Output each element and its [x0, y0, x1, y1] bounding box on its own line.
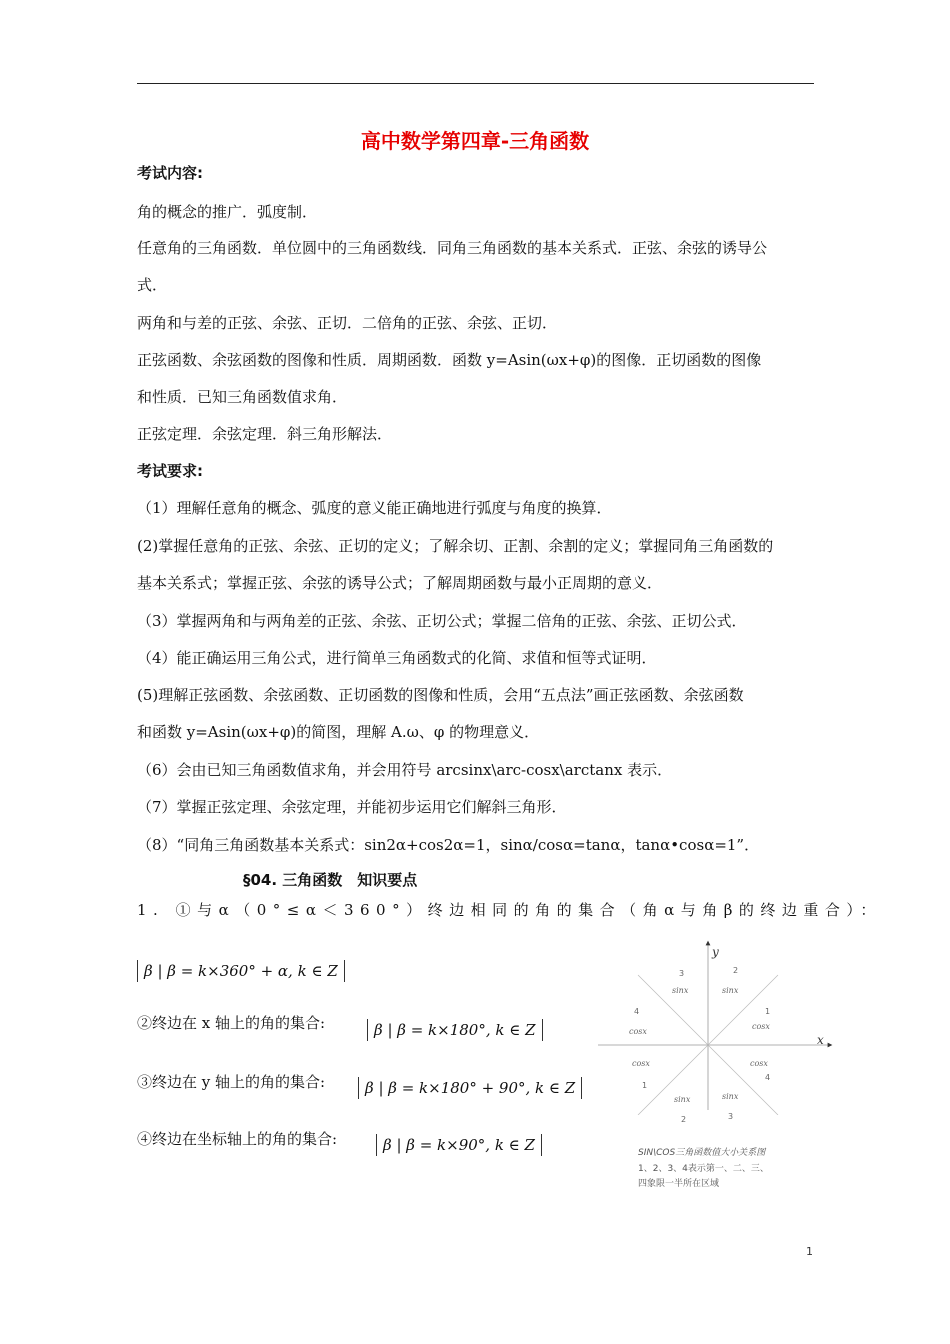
item-4-label: ④终边在坐标轴上的角的集合: — [137, 1130, 338, 1148]
requirement-line: (2)掌握任意角的正弦、余弦、正切的定义；了解余切、正割、余割的定义；掌握同角三角函数的 — [137, 537, 774, 555]
requirement-line: （4）能正确运用三角公式，进行简单三角函数式的化简、求值和恒等式证明． — [137, 649, 657, 667]
axis-x-label: x — [817, 1033, 824, 1047]
axis-y-label: y — [712, 945, 719, 959]
item-1-text: 1. ①与α（0°≤α＜360°）终边相同的角的集合（角α与角β的终边重合）： — [137, 901, 882, 919]
requirement-line: (5)理解正弦函数、余弦函数、正切函数的图像和性质，会用“五点法”画正弦函数、余弦函数 — [137, 686, 744, 704]
region-label: cosx — [629, 1027, 647, 1036]
knowledge-points-heading: §04. 三角函数 知识要点 — [243, 871, 418, 889]
region-number: 2 — [681, 1115, 687, 1124]
content-line: 两角和与差的正弦、余弦、正切．二倍角的正弦、余弦、正切． — [137, 314, 558, 332]
region-number: 3 — [679, 969, 685, 978]
requirement-line: （6）会由已知三角函数值求角，并会用符号 arcsinx\arc-cosx\arctanx 表示． — [137, 761, 673, 779]
region-label: cosx — [750, 1059, 768, 1068]
content-line: 式． — [137, 276, 168, 294]
content-line: 和性质．已知三角函数值求角． — [137, 388, 348, 406]
region-label: sinx — [672, 986, 689, 995]
region-number: 1 — [642, 1081, 648, 1090]
exam-requirements-heading: 考试要求: — [137, 462, 203, 480]
item-3-label: ③终边在 y 轴上的角的集合: — [137, 1073, 326, 1091]
set-formula-1: β | β = k×360° + α, k ∈ Z — [137, 960, 345, 982]
region-number: 2 — [733, 966, 739, 975]
requirement-line: （8）“同角三角函数基本关系式：sin2α+cos2α=1，sinα/cosα=tanα，tanα•cosα=1”． — [137, 836, 760, 854]
region-number: 4 — [634, 1007, 640, 1016]
content-line: 正弦定理．余弦定理．斜三角形解法． — [137, 425, 393, 443]
region-label: sinx — [674, 1095, 691, 1104]
content-line: 任意角的三角函数．单位圆中的三角函数线．同角三角函数的基本关系式．正弦、余弦的诱导公 — [137, 239, 768, 257]
set-formula-4: β | β = k×90°, k ∈ Z — [376, 1134, 542, 1156]
requirement-line: 基本关系式；掌握正弦、余弦的诱导公式；了解周期函数与最小正周期的意义． — [137, 574, 663, 592]
set-formula-2: β | β = k×180°, k ∈ Z — [367, 1019, 543, 1041]
exam-content-heading: 考试内容: — [137, 164, 203, 182]
content-line: 正弦函数、余弦函数的图像和性质．周期函数．函数 y=Asin(ωx+φ)的图像．正切函数的图像 — [137, 351, 762, 369]
region-number: 3 — [728, 1112, 734, 1121]
page-number: 1 — [806, 1245, 813, 1258]
header-rule — [137, 83, 814, 84]
region-label: sinx — [722, 986, 739, 995]
region-label: sinx — [722, 1092, 739, 1101]
diagram-caption-line-3: 四象限一半所在区域 — [638, 1179, 720, 1189]
requirement-line: （3）掌握两角和与两角差的正弦、余弦、正切公式；掌握二倍角的正弦、余弦、正切公式． — [137, 612, 747, 630]
region-number: 1 — [765, 1007, 771, 1016]
requirement-line: 和函数 y=Asin(ωx+φ)的简图，理解 A.ω、φ 的物理意义． — [137, 723, 540, 741]
requirement-line: （1）理解任意角的概念、弧度的意义能正确地进行弧度与角度的换算． — [137, 499, 612, 517]
sin-cos-region-diagram — [598, 935, 838, 1124]
item-2-label: ②终边在 x 轴上的角的集合: — [137, 1014, 326, 1032]
content-line: 角的概念的推广．弧度制． — [137, 203, 318, 221]
region-number: 4 — [765, 1073, 771, 1082]
diagram-caption: SIN\COS三角函数值大小关系图 — [638, 1148, 766, 1158]
region-label: cosx — [632, 1059, 650, 1068]
diagram-caption-line-2: 1、2、3、4表示第一、二、三、 — [638, 1164, 769, 1174]
requirement-line: （7）掌握正弦定理、余弦定理，并能初步运用它们解斜三角形． — [137, 798, 567, 816]
diagram-lines — [598, 935, 838, 1115]
region-label: cosx — [752, 1022, 770, 1031]
page-title: 高中数学第四章-三角函数 — [360, 129, 590, 153]
set-formula-3: β | β = k×180° + 90°, k ∈ Z — [358, 1077, 582, 1099]
